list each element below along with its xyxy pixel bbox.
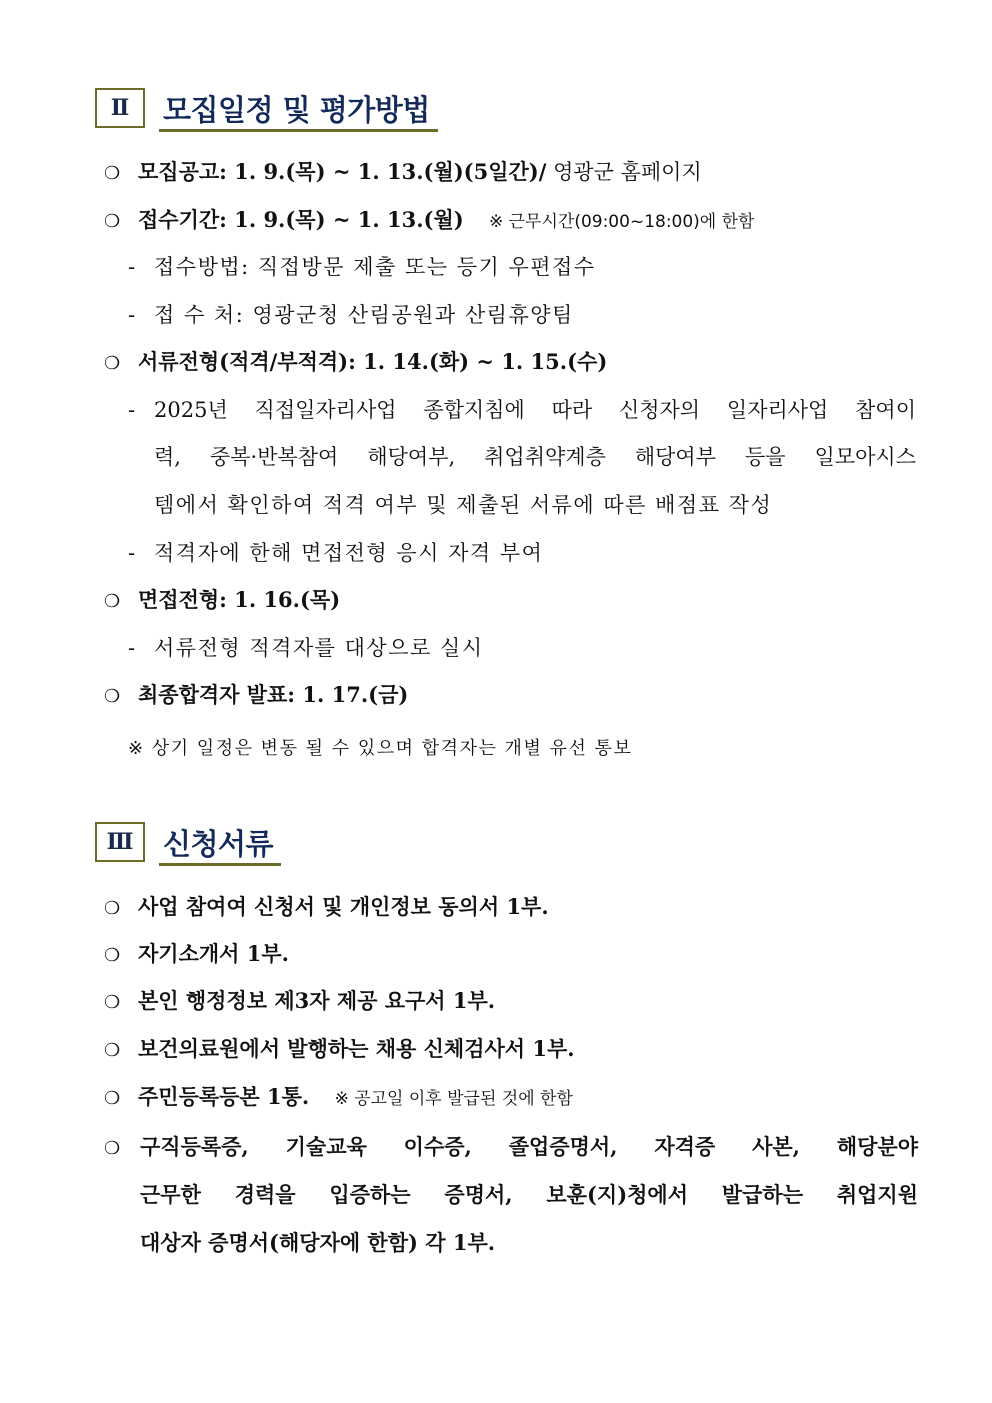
required-doc-2: ❍ 자기소개서 1부. xyxy=(104,939,289,971)
doc-desc-line-3: 템에서 확인하여 적격 여부 및 제출된 서류에 따른 배점표 작성 xyxy=(154,493,773,517)
bullet-icon: ❍ xyxy=(104,163,121,184)
bullet-icon: ❍ xyxy=(104,591,121,612)
notice-value: 영광군 홈페이지 xyxy=(546,160,702,184)
document-screening-item xyxy=(104,347,607,379)
interview-desc: - 서류전형 적격자를 대상으로 실시 xyxy=(128,636,484,660)
required-doc-4: ❍ 보건의료원에서 발행하는 채용 신체검사서 1부. xyxy=(104,1034,575,1066)
required-doc-6-line-3: 대상자 증명서(해당자에 한함) 각 1부. xyxy=(140,1230,496,1255)
section-3-numeral: Ⅲ xyxy=(95,822,145,862)
document-screening-label: 서류전형(적격/부적격): 1. 14.(화) ~ 1. 15.(수) xyxy=(138,349,608,374)
final-announcement-item xyxy=(104,680,408,712)
required-doc-3: ❍ 본인 행정정보 제3자 제공 요구서 1부. xyxy=(104,986,495,1018)
section-3-header xyxy=(95,822,281,866)
bullet-icon: ❍ xyxy=(104,353,121,374)
required-doc-6-bullet xyxy=(104,1132,138,1164)
section-2-numeral: Ⅱ xyxy=(95,88,145,128)
receipt-place: - 접 수 처: 영광군청 산림공원과 산림휴양팀 xyxy=(128,303,574,327)
doc-desc-line-2: 력, 중복·반복참여 해당여부, 취업취약계층 해당여부 등을 일모아시스 xyxy=(154,445,916,469)
receipt-method: - 접수방법: 직접방문 제출 또는 등기 우편접수 xyxy=(128,255,596,279)
doc-desc-line-1: 2025년 직접일자리사업 종합지침에 따라 신청자의 일자리사업 참여이 xyxy=(154,398,916,422)
bullet-icon: ❍ xyxy=(104,945,121,966)
final-announcement-label: 최종합격자 발표: 1. 17.(금) xyxy=(138,682,409,707)
section-3-title-box xyxy=(159,822,281,866)
notice-item xyxy=(104,157,702,189)
bullet-icon: ❍ xyxy=(104,992,121,1013)
notice-label: 모집공고: 1. 9.(목) ~ 1. 13.(월)(5일간)/ xyxy=(138,159,547,184)
bullet-icon: ❍ xyxy=(104,898,121,919)
section-2-header xyxy=(95,88,438,132)
receipt-item xyxy=(104,205,754,237)
required-doc-6-line-1: 구직등록증, 기술교육 이수증, 졸업증명서, 자격증 사본, 해당분야 xyxy=(140,1134,918,1159)
section-2-title-box xyxy=(159,88,438,132)
interview-label: 면접전형: 1. 16.(목) xyxy=(138,587,341,612)
receipt-note: ※ 근무시간(09:00~18:00)에 한함 xyxy=(488,212,755,232)
bullet-icon: ❍ xyxy=(104,1040,121,1061)
doc-desc-dash: - xyxy=(128,398,136,422)
interview-item xyxy=(104,585,340,617)
receipt-label: 접수기간: 1. 9.(목) ~ 1. 13.(월) xyxy=(138,207,464,232)
doc-desc-line-4: - 적격자에 한해 면접전형 응시 자격 부여 xyxy=(128,541,544,565)
required-doc-1: ❍ 사업 참여여 신청서 및 개인정보 동의서 1부. xyxy=(104,892,549,924)
bullet-icon: ❍ xyxy=(104,211,121,232)
required-doc-6-line-2: 근무한 경력을 입증하는 증명서, 보훈(지)청에서 발급하는 취업지원 xyxy=(140,1182,918,1207)
bullet-icon: ❍ xyxy=(104,686,121,707)
section-2-title: 모집일정 및 평가방법 xyxy=(163,93,430,127)
required-doc-5-note: ※ 공고일 이후 발급된 것에 한함 xyxy=(334,1089,573,1109)
required-doc-5: ❍ 주민등록등본 1통. ※ 공고일 이후 발급된 것에 한함 xyxy=(104,1082,573,1114)
section-3-title: 신청서류 xyxy=(163,827,274,861)
bullet-icon: ❍ xyxy=(104,1088,121,1109)
bullet-icon: ❍ xyxy=(104,1138,121,1159)
schedule-note: ※ 상기 일정은 변동 될 수 있으며 합격자는 개별 유선 통보 xyxy=(128,738,633,759)
